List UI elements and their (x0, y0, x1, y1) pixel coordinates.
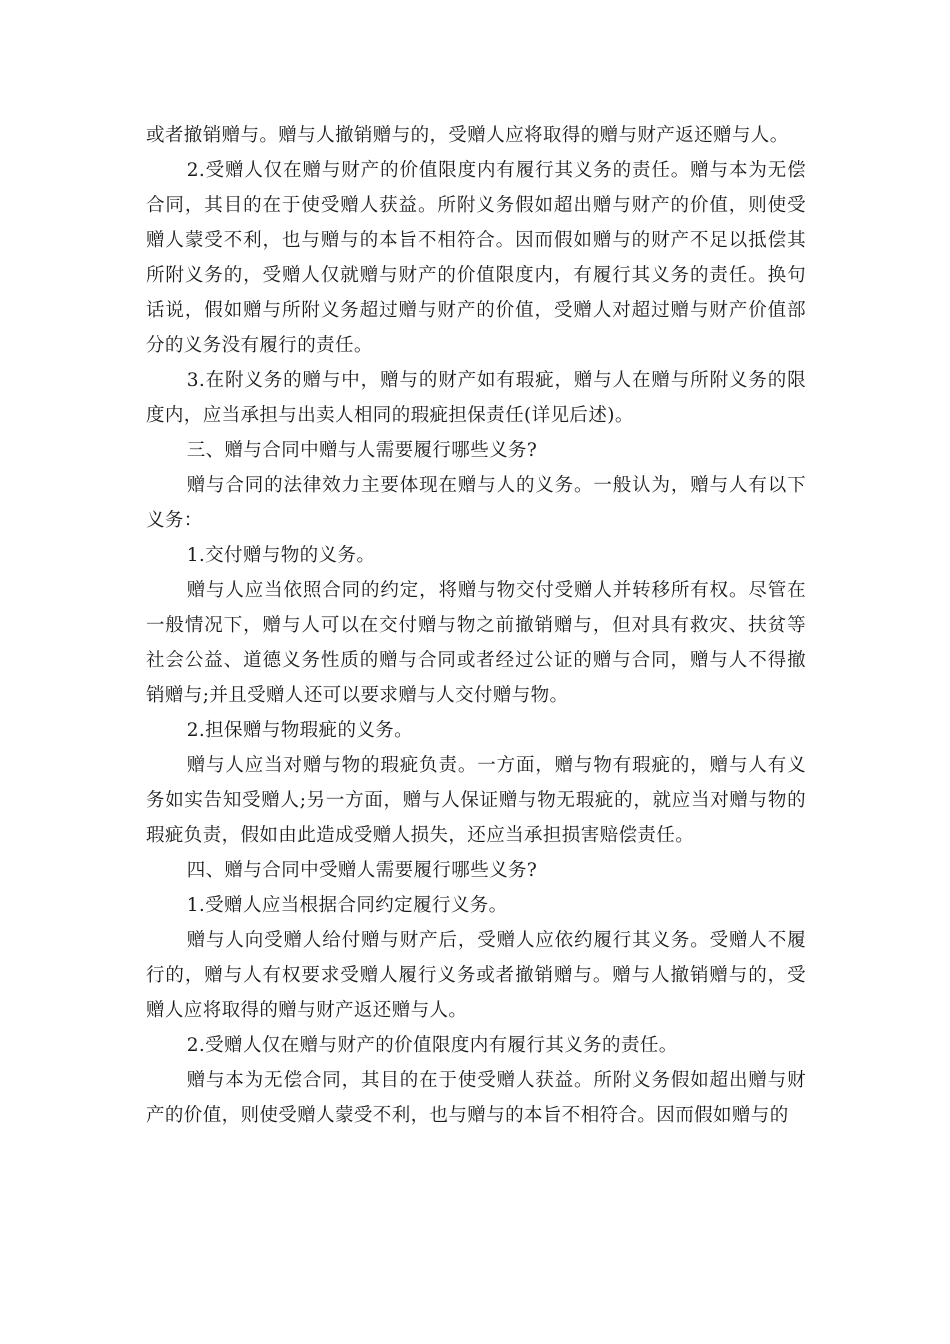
paragraph-9: 赠与人应当对赠与物的瑕疵负责。一方面，赠与物有瑕疵的，赠与人有义务如实告知受赠人;另一方面，赠与人保证赠与物无瑕疵的，就应当对赠与物的瑕疵负责，假如由此造成受赠人损失，还应当承担损害赔偿责任。 (146, 755, 806, 846)
list-item-1: 1.交付赠与物的义务。 (186, 545, 376, 566)
section-heading-3: 三、赠与合同中赠与人需要履行哪些义务? (186, 440, 538, 461)
paragraph-14: 赠与本为无偿合同，其目的在于使受赠人获益。所附义务假如超出赠与财产的价值，则使受赠人蒙受不利，也与赠与的本旨不相符合。因而假如赠与的 (146, 1070, 806, 1126)
list-item-2: 2.担保赠与物瑕疵的义务。 (186, 720, 414, 741)
paragraph-12: 赠与人向受赠人给付赠与财产后，受赠人应依约履行其义务。受赠人不履行的，赠与人有权要求受赠人履行义务或者撤销赠与。赠与人撤销赠与的，受赠人应将取得的赠与财产返还赠与人。 (146, 930, 806, 1021)
paragraph-1: 或者撤销赠与。赠与人撤销赠与的，受赠人应将取得的赠与财产返还赠与人。 (146, 125, 789, 146)
document-body (146, 118, 806, 1133)
paragraph-3: 3.在附义务的赠与中，赠与的财产如有瑕疵，赠与人在赠与所附义务的限度内，应当承担与出卖人相同的瑕疵担保责任(详见后述)。 (146, 370, 806, 426)
section-heading-4: 四、赠与合同中受赠人需要履行哪些义务? (186, 860, 538, 881)
paragraph-5: 赠与合同的法律效力主要体现在赠与人的义务。一般认为，赠与人有以下义务： (146, 475, 806, 531)
paragraph-7: 赠与人应当依照合同的约定，将赠与物交付受赠人并转移所有权。尽管在一般情况下，赠与人可以在交付赠与物之前撤销赠与，但对具有救灾、扶贫等社会公益、道德义务性质的赠与合同或者经过公证的赠与合同，赠与人不得撤销赠与;并且受赠人还可以要求赠与人交付赠与物。 (146, 580, 806, 706)
list-item-4: 2.受赠人仅在赠与财产的价值限度内有履行其义务的责任。 (186, 1035, 678, 1056)
list-item-3: 1.受赠人应当根据合同约定履行义务。 (186, 895, 508, 916)
paragraph-2: 2.受赠人仅在赠与财产的价值限度内有履行其义务的责任。赠与本为无偿合同，其目的在于使受赠人获益。所附义务假如超出赠与财产的价值，则使受赠人蒙受不利，也与赠与的本旨不相符合。因而假如赠与的财产不足以抵偿其所附义务的，受赠人仅就赠与财产的价值限度内，有履行其义务的责任。换句话说，假如赠与所附义务超过赠与财产的价值，受赠人对超过赠与财产价值部分的义务没有履行的责任。 (146, 160, 806, 356)
